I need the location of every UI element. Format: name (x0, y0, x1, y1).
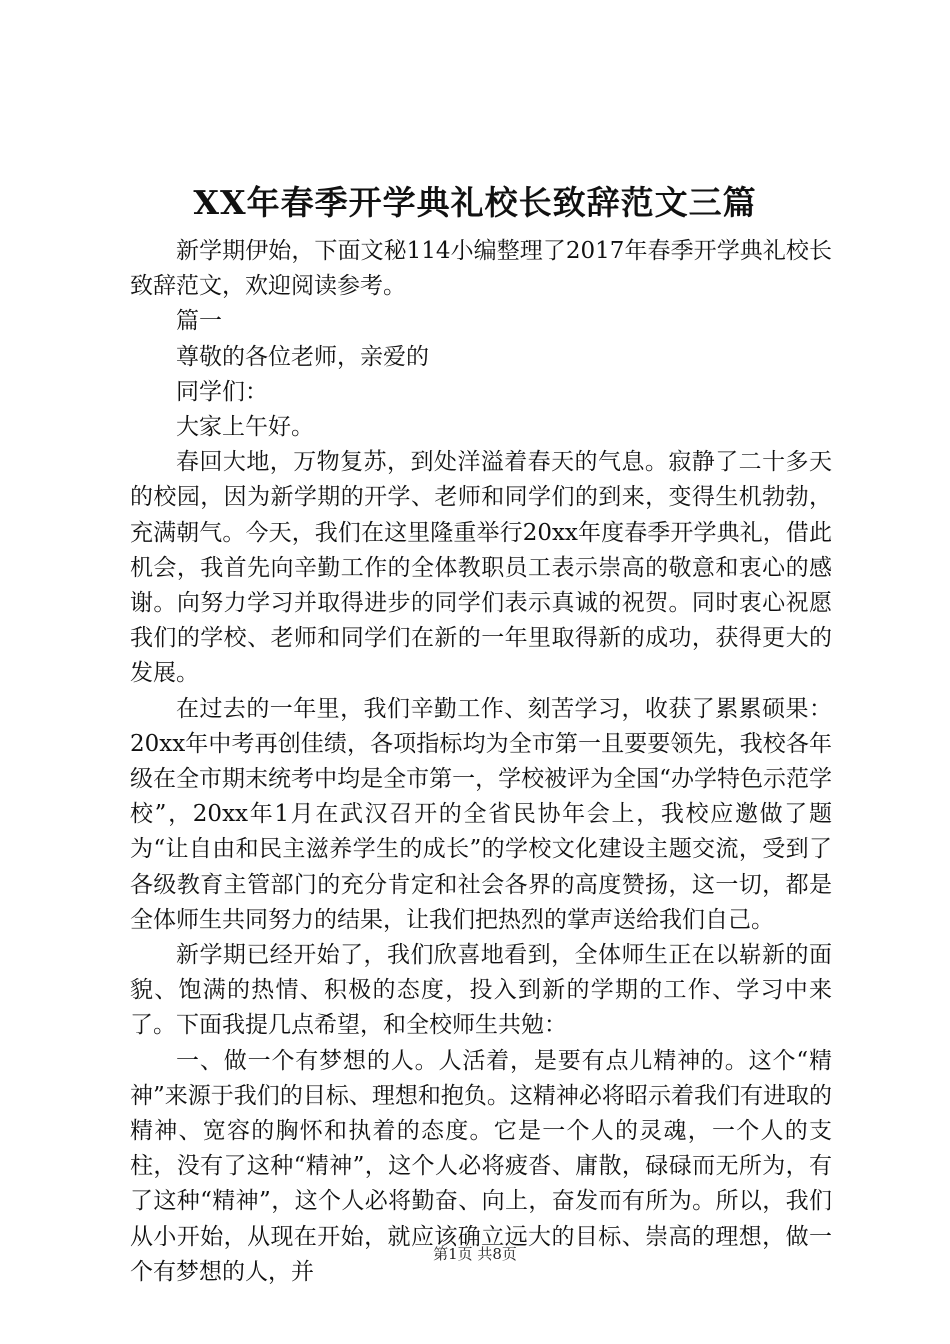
paragraph-past-year: 在过去的一年里，我们辛勤工作、刻苦学习，收获了累累硕果：20xx年中考再创佳绩，各项指标均为全市第一且要要领先，我校各年级在全市期末统考中均是全市第一，学校被评为全国“办学特色示范学校”，20xx年1月在武汉召开的全省民协年会上，我校应邀做了题为“让自由和民主滋养学生的成长”的学校文化建设主题交流，受到了各级教育主管部门的充分肯定和社会各界的高度赞扬，这一切，都是全体师生共同努力的结果，让我们把热烈的掌声送给我们自己。 (130, 695, 832, 933)
paragraph-greeting: 大家上午好。 (176, 414, 314, 441)
paragraph-salutation-students: 同学们： (176, 378, 268, 405)
paragraph-new-term: 新学期已经开始了，我们欣喜地看到，全体师生正在以崭新的面貌、饱满的热情、积极的态度，投入到新的学期的工作、学习中来了。下面我提几点希望，和全校师生共勉： (130, 942, 832, 1039)
paragraph-dream: 一、做一个有梦想的人。人活着，是要有点儿精神的。这个“精神”来源于我们的目标、理想和抱负。这精神必将昭示着我们有进取的精神、宽容的胸怀和执着的态度。它是一个人的灵魂，一个人的支柱，没有了这种“精神”，这个人必将疲沓、庸散，碌碌而无所为，有了这种“精神”，这个人必将勤奋、向上，奋发而有所为。所以，我们从小开始，从现在开始，就应该确立远大的目标、崇高的理想，做一个有梦想的人，并 (130, 1047, 832, 1285)
paragraph-salutation: 尊敬的各位老师，亲爱的 (176, 343, 429, 370)
paragraph-section-heading: 篇一 (176, 308, 222, 335)
document-title: XX年春季开学典礼校长致辞范文三篇 (193, 183, 757, 222)
paragraph-intro: 新学期伊始，下面文秘114小编整理了2017年春季开学典礼校长致辞范文，欢迎阅读参考。 (130, 238, 832, 300)
document-body (130, 234, 832, 1290)
page-footer: 第1页 共8页 (433, 1245, 517, 1263)
paragraph-spring: 春回大地，万物复苏，到处洋溢着春天的气息。寂静了二十多天的校园，因为新学期的开学、老师和同学们的到来，变得生机勃勃，充满朝气。今天，我们在这里隆重举行20xx年度春季开学典礼，借此机会，我首先向辛勤工作的全体教职员工表示崇高的敬意和衷心的感谢。向努力学习并取得进步的同学们表示真诚的祝贺。同时衷心祝愿我们的学校、老师和同学们在新的一年里取得新的成功，获得更大的发展。 (130, 449, 832, 687)
